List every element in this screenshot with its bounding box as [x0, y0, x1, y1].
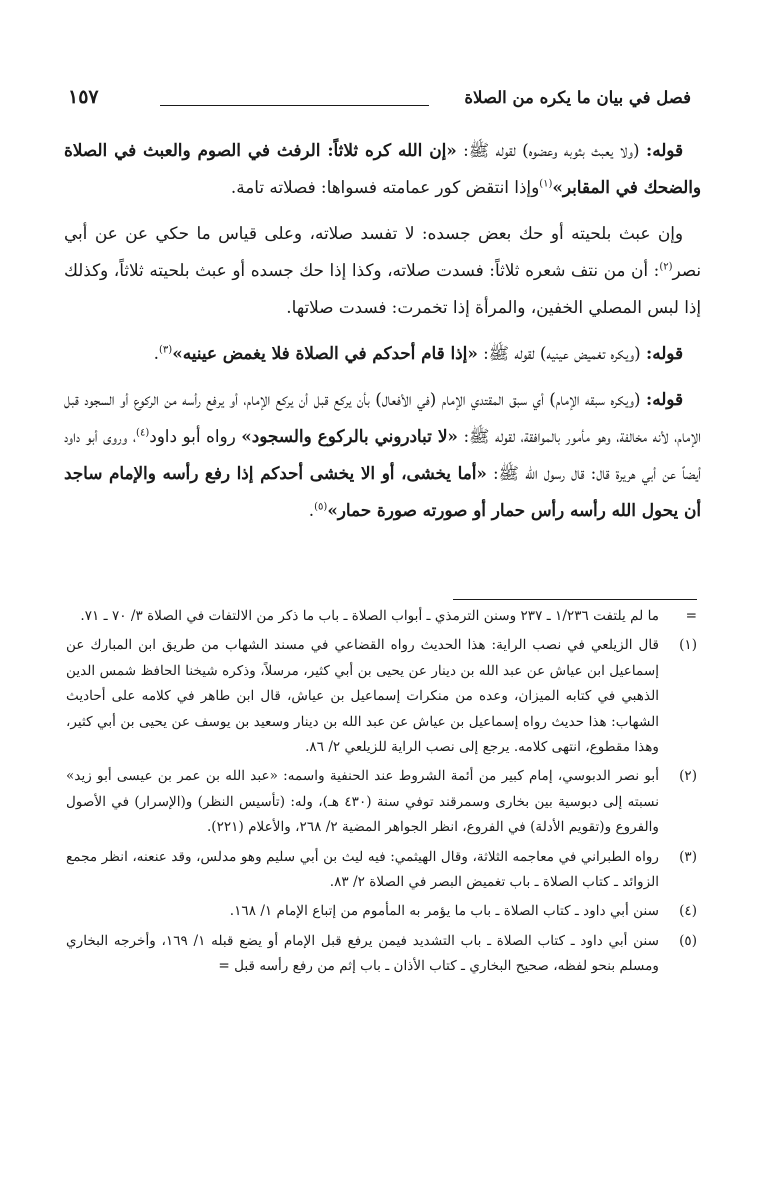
footnote — [66, 929, 697, 980]
footnote — [66, 899, 697, 924]
footnote-text: ما لم يلتفت ١/٢٣٦ ـ ٢٣٧ وسنن الترمذي ـ أبواب الصلاة ـ باب ما ذكر من الالتفات في الصلاة ٣/ ٧٠ ـ ٧١. — [80, 608, 659, 624]
hadith-quote: «إذا قام أحدكم في الصلاة فلا يغمض عينيه» — [172, 343, 478, 363]
keyword-qawluhu: قوله: — [646, 343, 683, 363]
text-segment: رواه أبو داود — [149, 426, 242, 446]
footnote-ref: (٣) — [159, 344, 173, 356]
text-segment: : أن من نتف شعره ثلاثاً: فسدت صلاته، وكذا إذا حك جسده أو عبث بلحيته ثلاثاً، وكذلك إذا لبس المصلي الخفين، والمرأة إذا تخمرت: فسدت صلاتها. — [64, 260, 701, 317]
footnote-text: قال الزيلعي في نصب الراية: هذا الحديث رواه القضاعي في مسند الشهاب من طريق ابن المبارك عن إسماعيل ابن عياش عن عبد الله بن دينار عن يحيى بن أبي كثير، مرسلاً، وذكره شيخنا الحافظ شمس الدين الذهبي في كتابه الميزان، وعده من منكرات إسماعيل بن عياش، قال ابن طاهر في كلامه على أحاديث الشهاب: هذا حديث رواه إسماعيل بن عياش عن عبد الله بن دينار وسعيد بن يوسف عن يحيى بن أبي كثير، وهذا مقطوع، انتهى كلامه. يرجع إلى نصب الراية للزيلعي ٢/ ٨٦. — [66, 637, 659, 756]
paragraph-2 — [64, 215, 701, 326]
text-segment: وإن عبث بلحيته أو حك بعض جسده: لا تفسد صلاته، وعلى قياس ما حكي عن عن أبي نصر — [64, 223, 701, 280]
footnote-ref: (٥) — [314, 501, 328, 513]
paragraph-1 — [64, 132, 701, 206]
footnote — [66, 764, 697, 840]
hadith-quote: «لا تبادروني بالركوع والسجود» — [241, 426, 458, 446]
footnote-mark: = — [685, 608, 697, 624]
footnotes — [66, 604, 697, 984]
paragraph-4 — [64, 381, 701, 529]
header-rule — [160, 105, 429, 106]
text-segment: . — [308, 500, 315, 520]
keyword-qawluhu: قوله: — [646, 140, 683, 160]
hadith-quote: «أما يخشى، أو الا يخشى أحدكم إذا رفع رأسه والإمام ساجد أن يحول الله رأسه رأس حمار أو صورته صورة حمار» — [64, 463, 701, 520]
footnote — [66, 604, 697, 629]
text-segment: وإذا انتقض كور عمامته فسواها: فصلاته تامة. — [230, 177, 540, 197]
footnote-mark: (٤) — [679, 903, 697, 920]
footnote-text: أبو نصر الدبوسي، إمام كبير من أئمة الشروط عند الحنفية واسمه: «عبد الله بن عمر بن عيسى أبو زيد» نسبته إلى دبوسية بين بخارى وسمرقند توفي سنة (٤٣٠ هـ)، وله: (تأسيس النظر) و(الإسرار) في الأصول والفروع و(تقويم الأدلة) في الفروع، انظر الجواهر المضية ٢/ ٢٦٨، والأعلام (٢٢١). — [66, 768, 659, 836]
text-segment: (ولا يعبث بثوبه وعضوه) لقوله ﷺ: — [456, 140, 646, 160]
footnote-mark: (٣) — [679, 848, 697, 865]
text-segment: (ويكره تغميض عينيه) لقوله ﷺ: — [477, 343, 646, 363]
footnote-text: سنن أبي داود ـ كتاب الصلاة ـ باب ما يؤمر به المأموم من إتباع الإمام ١/ ١٦٨. — [229, 903, 659, 920]
text-segment: . — [153, 343, 160, 363]
text-segment: ، وروى أبو داود أيضاً عن أبي هريرة قال: قال رسول الله ﷺ: — [64, 426, 701, 483]
footnote-mark: (١) — [679, 637, 697, 654]
footnote — [66, 633, 697, 760]
footnote-separator — [453, 599, 697, 600]
footnote-mark: (٥) — [679, 932, 697, 949]
footnote — [66, 845, 697, 896]
footnote-text: رواه الطبراني في معاجمه الثلاثة، وقال الهيثمي: فيه ليث بن أبي سليم وهو مدلس، وقد عنعنه، انظر مجمع الزوائد ـ كتاب الصلاة ـ باب تغميض البصر في الصلاة ٢/ ٨٣. — [66, 848, 659, 891]
hadith-quote: «إن الله كره ثلاثاً: الرفث في الصوم والعبث في الصلاة والضحك في المقابر» — [64, 140, 701, 197]
text-segment: (ويكره سبقه الإمام) أي سبق المقتدي الإمام (في الأفعال) بأن يركع قبل أن يركع الإمام، أو يرفع رأسه من الركوع أو السجود قبل الإمام، لأنه مخالفة، وهو مأمور بالموافقة، لقوله ﷺ: — [64, 389, 701, 446]
footnote-mark: (٢) — [679, 768, 697, 785]
footnote-ref: (١) — [539, 178, 553, 190]
paragraph-3 — [64, 335, 701, 372]
main-text — [64, 132, 701, 538]
footnote-text: سنن أبي داود ـ كتاب الصلاة ـ باب التشديد فيمن يرفع قبل الإمام أو يضع قبله ١/ ١٦٩، وأخرجه البخاري ومسلم بنحو لفظه، صحيح البخاري ـ كتاب الأذان ـ باب إثم من رفع رأسه قبل = — [66, 932, 659, 975]
keyword-qawluhu: قوله: — [646, 389, 683, 409]
footnote-ref: (٤) — [136, 427, 150, 439]
footnote-ref: (٢) — [659, 261, 673, 273]
running-header — [68, 86, 691, 116]
chapter-title: فصل في بيان ما يكره من الصلاة — [464, 88, 691, 107]
page-number: ١٥٧ — [68, 86, 99, 108]
